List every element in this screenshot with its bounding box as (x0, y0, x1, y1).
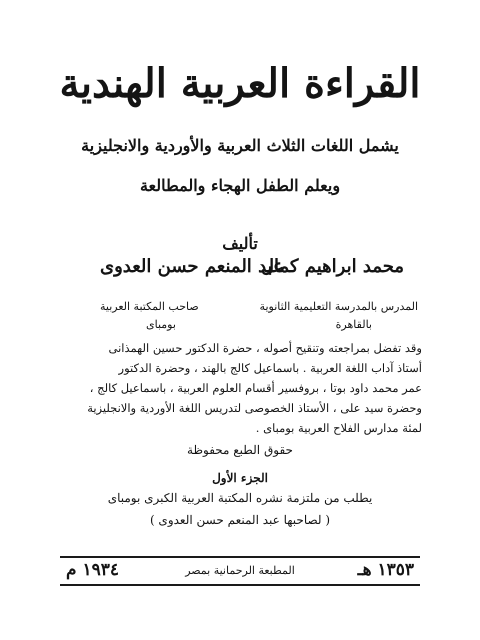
authored-by-label: تأليف (222, 234, 258, 253)
review-paragraph-line: أستاذ آداب اللغة العربية . باسماعيل كالج بالهند ، وحضرة الدكتور (118, 361, 422, 375)
subtitle-languages: يشمل اللغات الثلاث العربية والأوردية والانجليزية (81, 136, 399, 155)
owner-line: ( لصاحبها عبد المنعم حسن العدوى ) (149, 513, 331, 527)
author-role-right: المدرس بالمدرسة التعليمية الثانوية (259, 300, 418, 313)
printing-press: المطبعة الرحمانية بمصر (185, 564, 295, 577)
footer-divider-top (60, 556, 420, 558)
review-paragraph-line: لمئة مدارس الفلاح العربية بومباى . (255, 421, 422, 435)
footer-divider-bottom (60, 584, 420, 586)
subtitle-purpose: ويعلم الطفل الهجاء والمطالعة (139, 176, 341, 195)
author-city-right: بالقاهرة (335, 318, 372, 331)
author-role-left: صاحب المكتبة العربية (100, 300, 199, 313)
author-name-right: محمد ابراهيم كمال (260, 256, 404, 277)
book-title: القراءة العربية الهندية (59, 60, 421, 107)
review-paragraph-line: وقد تفضل بمراجعته وتنقيح أصوله ، حضرة الدكتور حسين الهمذانى (108, 341, 422, 355)
copyright-notice: حقوق الطبع محفوظة (187, 443, 293, 457)
hijri-year: ١٣٥٣ هـ (357, 560, 414, 580)
review-paragraph-line: عمر محمد داود بوتا ، بروفسير أقسام العلوم العربية ، باسماعيل كالج ، (89, 381, 422, 395)
publisher-line: يطلب من ملتزمة نشره المكتبة العربية الكبرى بومباى (107, 491, 373, 505)
author-city-left: بومباى (146, 318, 176, 331)
author-name-left: عبد المنعم حسن العدوى (100, 256, 284, 277)
volume-label: الجزء الأول (212, 471, 268, 485)
gregorian-year: ١٩٣٤ م (66, 560, 119, 580)
review-paragraph-line: وحضرة سيد على ، الأستاذ الخصوصى لتدريس اللغة الأوردية والانجليزية (87, 401, 422, 415)
